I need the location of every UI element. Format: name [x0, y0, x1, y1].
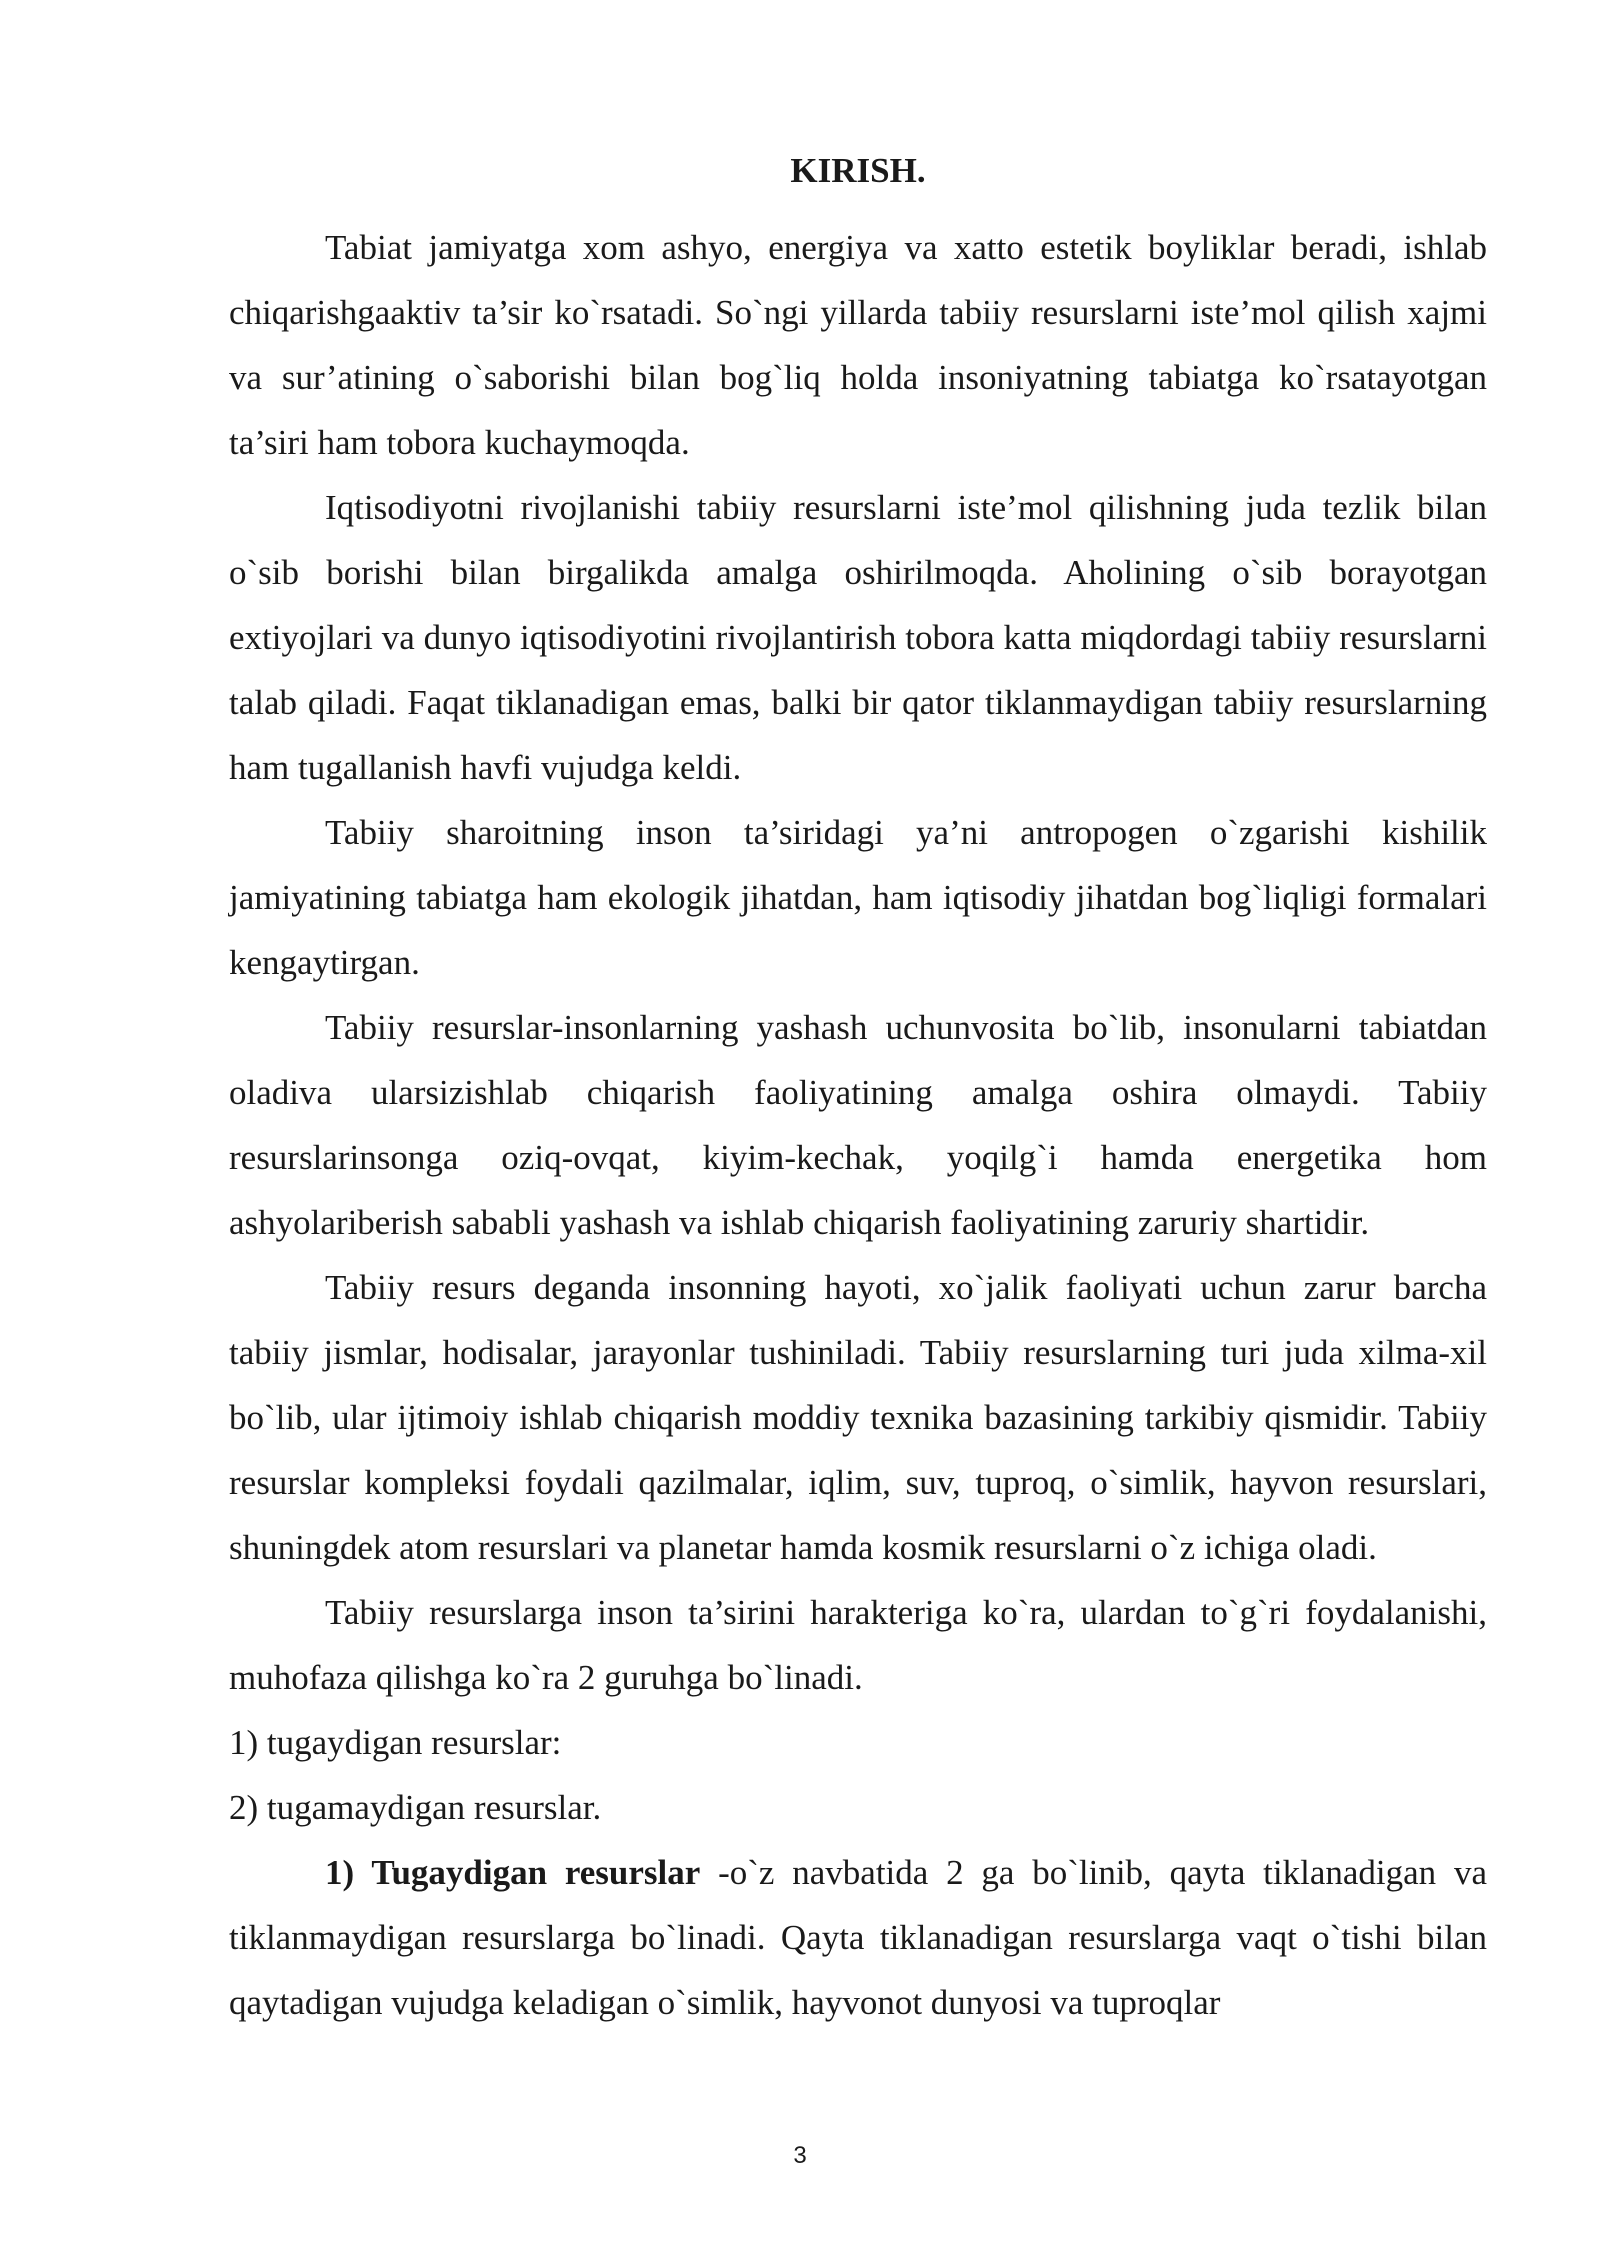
list-item-2: 2) tugamaydigan resurslar. — [229, 1788, 602, 1827]
paragraph-6: Tabiiy resurslarga inson ta’sirini harakteriga ko`ra, ulardan to`g`ri foydalanishi, muhofaza qilishga ko`ra 2 guruhga bo`linadi. — [229, 1593, 1487, 1697]
paragraph-7 — [229, 1840, 1487, 2035]
page-number: 3 — [793, 2142, 807, 2169]
list-item-1: 1) tugaydigan resurslar: — [229, 1723, 562, 1762]
paragraph-7-bold-lead: 1) Tugaydigan resurslar — [325, 1853, 701, 1892]
paragraph-7-text: -o`z navbatida 2 ga bo`linib, qayta tiklanadigan va tiklanmaydigan resurslarga bo`linadi. Qayta tiklanadigan resurslarga vaqt o`tishi bilan qaytadigan vujudga keladigan o`simlik, hayvonot dunyosi va tuproqlar — [229, 1853, 1488, 2022]
page-content — [229, 150, 1487, 2035]
paragraph-3: Tabiiy sharoitning inson ta’siridagi ya’ni antropogen o`zgarishi kishilik jamiyatining tabiatga ham ekologik jihatdan, ham iqtisodiy jihatdan bog`liqligi formalari kengaytirgan. — [229, 813, 1487, 982]
paragraph-4: Tabiiy resurslar-insonlarning yashash uchunvosita bo`lib, insonularni tabiatdan oladiva ularsizishlab chiqarish faoliyatining amalga oshira olmaydi. Tabiiy resurslarinsonga oziq-ovqat, kiyim-kechak, yoqilg`i hamda energetika hom ashyolariberish sababli yashash va ishlab chiqarish faoliyatining zaruriy shartidir. — [229, 1008, 1487, 1242]
document-heading: KIRISH. — [790, 151, 926, 190]
paragraph-2: Iqtisodiyotni rivojlanishi tabiiy resurslarni iste’mol qilishning juda tezlik bilan o`sib borishi bilan birgalikda amalga oshirilmoqda. Aholining o`sib borayotgan extiyojlari va dunyo iqtisodiyotini rivojlantirish tobora katta miqdordagi tabiiy resurslarni talab qiladi. Faqat tiklanadigan emas, balki bir qator tiklanmaydigan tabiiy resurslarning ham tugallanish havfi vujudga keldi. — [229, 488, 1487, 787]
paragraph-5: Tabiiy resurs deganda insonning hayoti, xo`jalik faoliyati uchun zarur barcha tabiiy jismlar, hodisalar, jarayonlar tushiniladi. Tabiiy resurslarning turi juda xilma-xil bo`lib, ular ijtimoiy ishlab chiqarish moddiy texnika bazasining tarkibiy qismidir. Tabiiy resurslar kompleksi foydali qazilmalar, iqlim, suv, tuproq, o`simlik, hayvon resurslari, shuningdek atom resurslari va planetar hamda kosmik resurslarni o`z ichiga oladi. — [229, 1268, 1487, 1567]
paragraph-1: Tabiat jamiyatga xom ashyo, energiya va xatto estetik boyliklar beradi, ishlab chiqarishgaaktiv ta’sir ko`rsatadi. So`ngi yillarda tabiiy resurslarni iste’mol qilish xajmi va sur’atining o`saborishi bilan bog`liq holda insoniyatning tabiatga ko`rsatayotgan ta’siri ham tobora kuchaymoqda. — [229, 228, 1487, 462]
